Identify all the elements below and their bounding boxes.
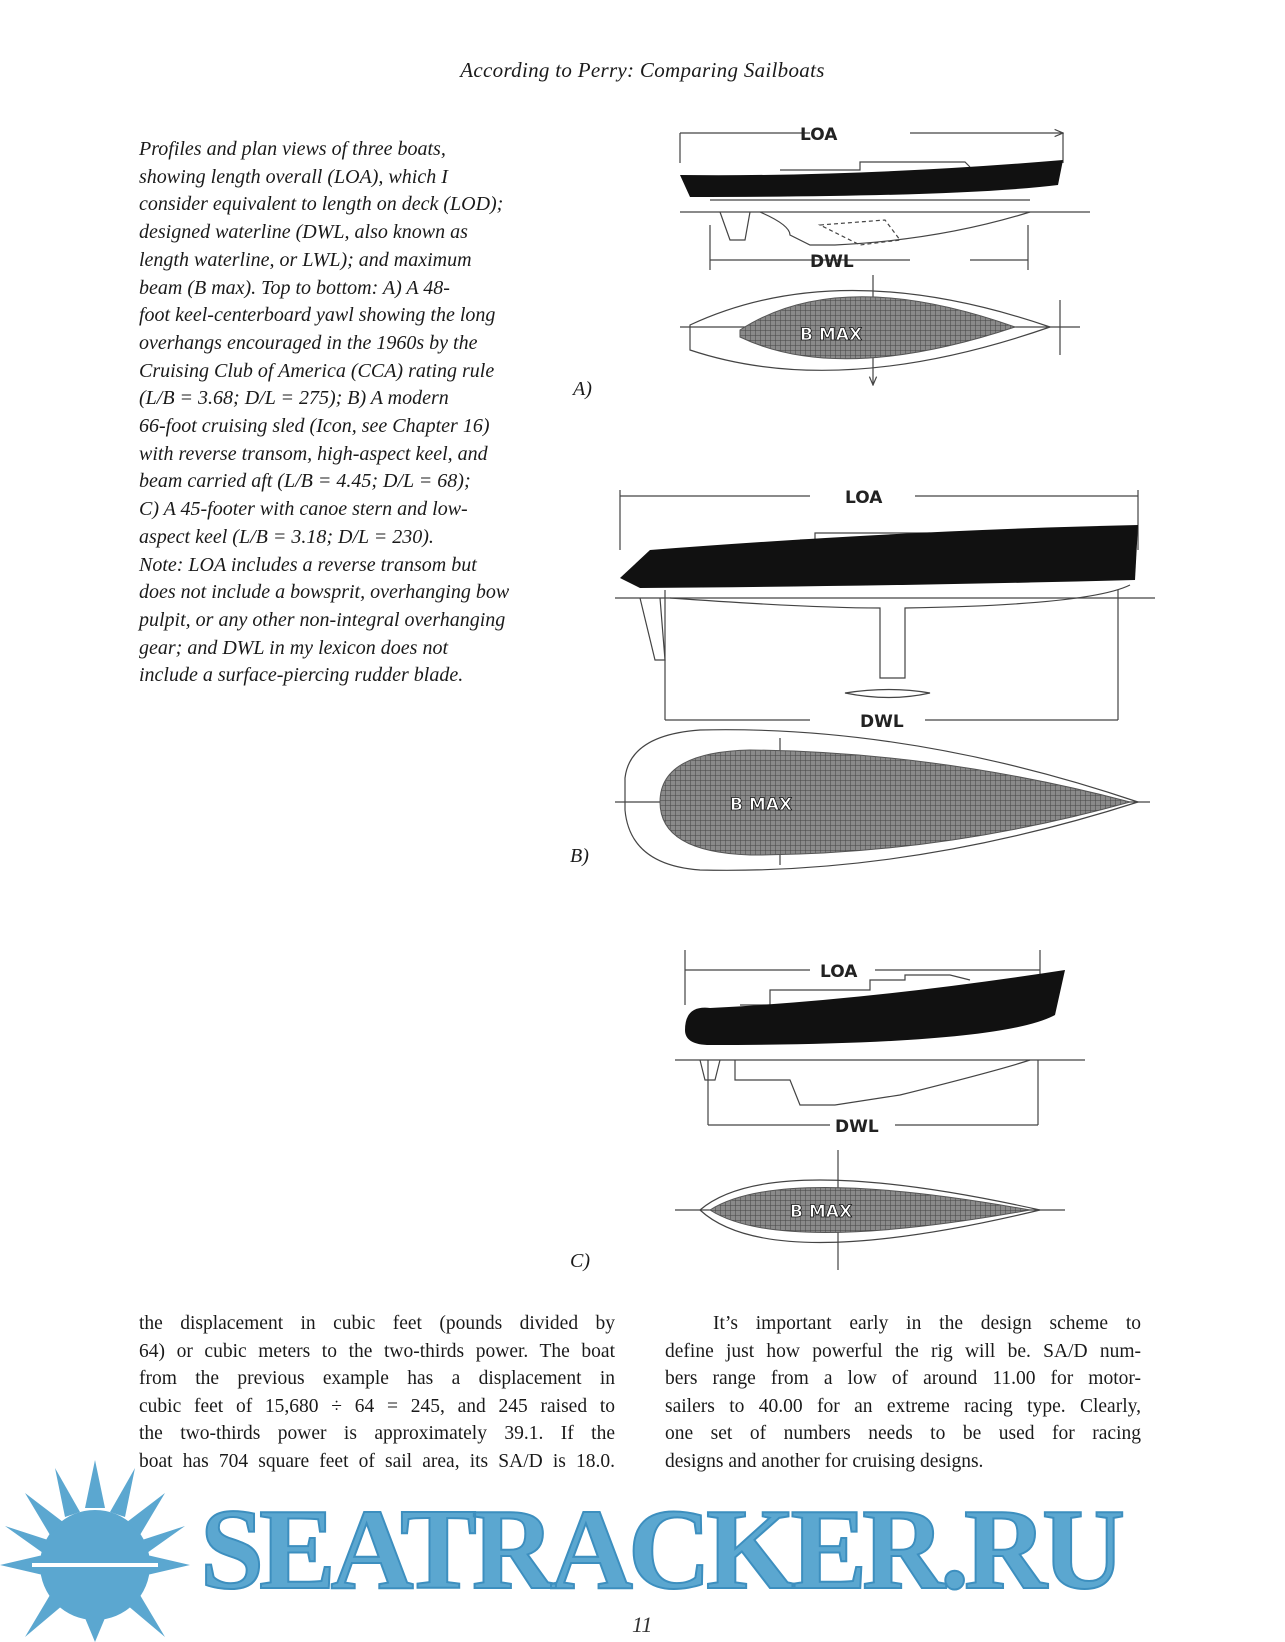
caption-line: aspect keel (L/B = 3.18; D/L = 230). bbox=[139, 525, 434, 548]
figure-a-label: A) bbox=[573, 378, 592, 400]
body-line: boat has 704 square feet of sail area, its SA/D is 18.0. bbox=[139, 1450, 615, 1472]
figure-b-label: B) bbox=[570, 845, 589, 867]
bmax-label: B MAX bbox=[730, 795, 793, 815]
caption-line: length waterline, or LWL); and maximum bbox=[139, 248, 472, 271]
caption-line: foot keel-centerboard yawl showing the long bbox=[139, 304, 496, 327]
figure-caption bbox=[139, 136, 559, 690]
caption-line: (L/B = 3.68; D/L = 275); B) A modern bbox=[139, 387, 449, 410]
caption-line: consider equivalent to length on deck (LOD); bbox=[139, 193, 504, 216]
caption-line: include a surface-piercing rudder blade. bbox=[139, 664, 464, 687]
dwl-label: DWL bbox=[810, 252, 854, 272]
caption-line: designed waterline (DWL, also known as bbox=[139, 221, 468, 244]
figure-c-label: C) bbox=[570, 1250, 590, 1272]
body-column-right bbox=[665, 1310, 1141, 1476]
figure-a-drawing bbox=[660, 115, 1100, 405]
body-line: the displacement in cubic feet (pounds divided by bbox=[139, 1313, 615, 1334]
caption-line: 66-foot cruising sled (Icon, see Chapter 16) bbox=[139, 415, 490, 438]
caption-line: beam carried aft (L/B = 4.45; D/L = 68); bbox=[139, 470, 471, 493]
figure-c-drawing bbox=[670, 950, 1090, 1275]
caption-line: beam (B max). Top to bottom: A) A 48- bbox=[139, 276, 450, 299]
running-header: According to Perry: Comparing Sailboats bbox=[460, 58, 825, 82]
caption-line: gear; and DWL in my lexicon does not bbox=[139, 636, 449, 659]
caption-line: does not include a bowsprit, overhanging bow bbox=[139, 581, 510, 604]
body-line: cubic feet of 15,680 ÷ 64 = 245, and 245 raised to bbox=[139, 1395, 615, 1417]
loa-label: LOA bbox=[820, 962, 858, 982]
loa-label: LOA bbox=[800, 125, 838, 145]
caption-line: Profiles and plan views of three boats, bbox=[139, 138, 446, 160]
body-line: designs and another for cruising designs. bbox=[665, 1450, 984, 1472]
page-number: 11 bbox=[632, 1612, 653, 1637]
body-line: from the previous example has a displacement in bbox=[139, 1368, 615, 1390]
loa-label: LOA bbox=[845, 490, 883, 508]
body-line: the two-thirds power is approximately 39.1. If the bbox=[139, 1423, 615, 1445]
caption-line: Cruising Club of America (CCA) rating rule bbox=[139, 359, 495, 382]
dwl-label: DWL bbox=[860, 712, 904, 732]
body-line: It’s important early in the design scheme to bbox=[713, 1313, 1141, 1334]
body-column-left bbox=[139, 1310, 615, 1476]
watermark-text: SEATRACKER.RU bbox=[200, 1486, 1121, 1613]
caption-line: overhangs encouraged in the 1960s by the bbox=[139, 331, 478, 354]
body-line: sailers to 40.00 for an extreme racing type. Clearly, bbox=[665, 1395, 1141, 1417]
figure-b-drawing bbox=[610, 490, 1160, 890]
body-line: bers range from a low of around 11.00 for motor- bbox=[665, 1368, 1141, 1390]
caption-line: pulpit, or any other non-integral overhanging bbox=[139, 608, 506, 631]
caption-line: C) A 45-footer with canoe stern and low- bbox=[139, 498, 468, 521]
caption-line: showing length overall (LOA), which I bbox=[139, 165, 448, 188]
dwl-label: DWL bbox=[835, 1117, 879, 1137]
bmax-label: B MAX bbox=[800, 325, 863, 345]
body-line: one set of numbers needs to be used for racing bbox=[665, 1423, 1141, 1445]
caption-line: Note: LOA includes a reverse transom but bbox=[139, 553, 477, 576]
body-line: 64) or cubic meters to the two-thirds power. The boat bbox=[139, 1340, 615, 1362]
body-line: define just how powerful the rig will be. SA/D num- bbox=[665, 1340, 1141, 1362]
bmax-label: B MAX bbox=[790, 1202, 853, 1222]
caption-line: with reverse transom, high-aspect keel, and bbox=[139, 442, 488, 465]
